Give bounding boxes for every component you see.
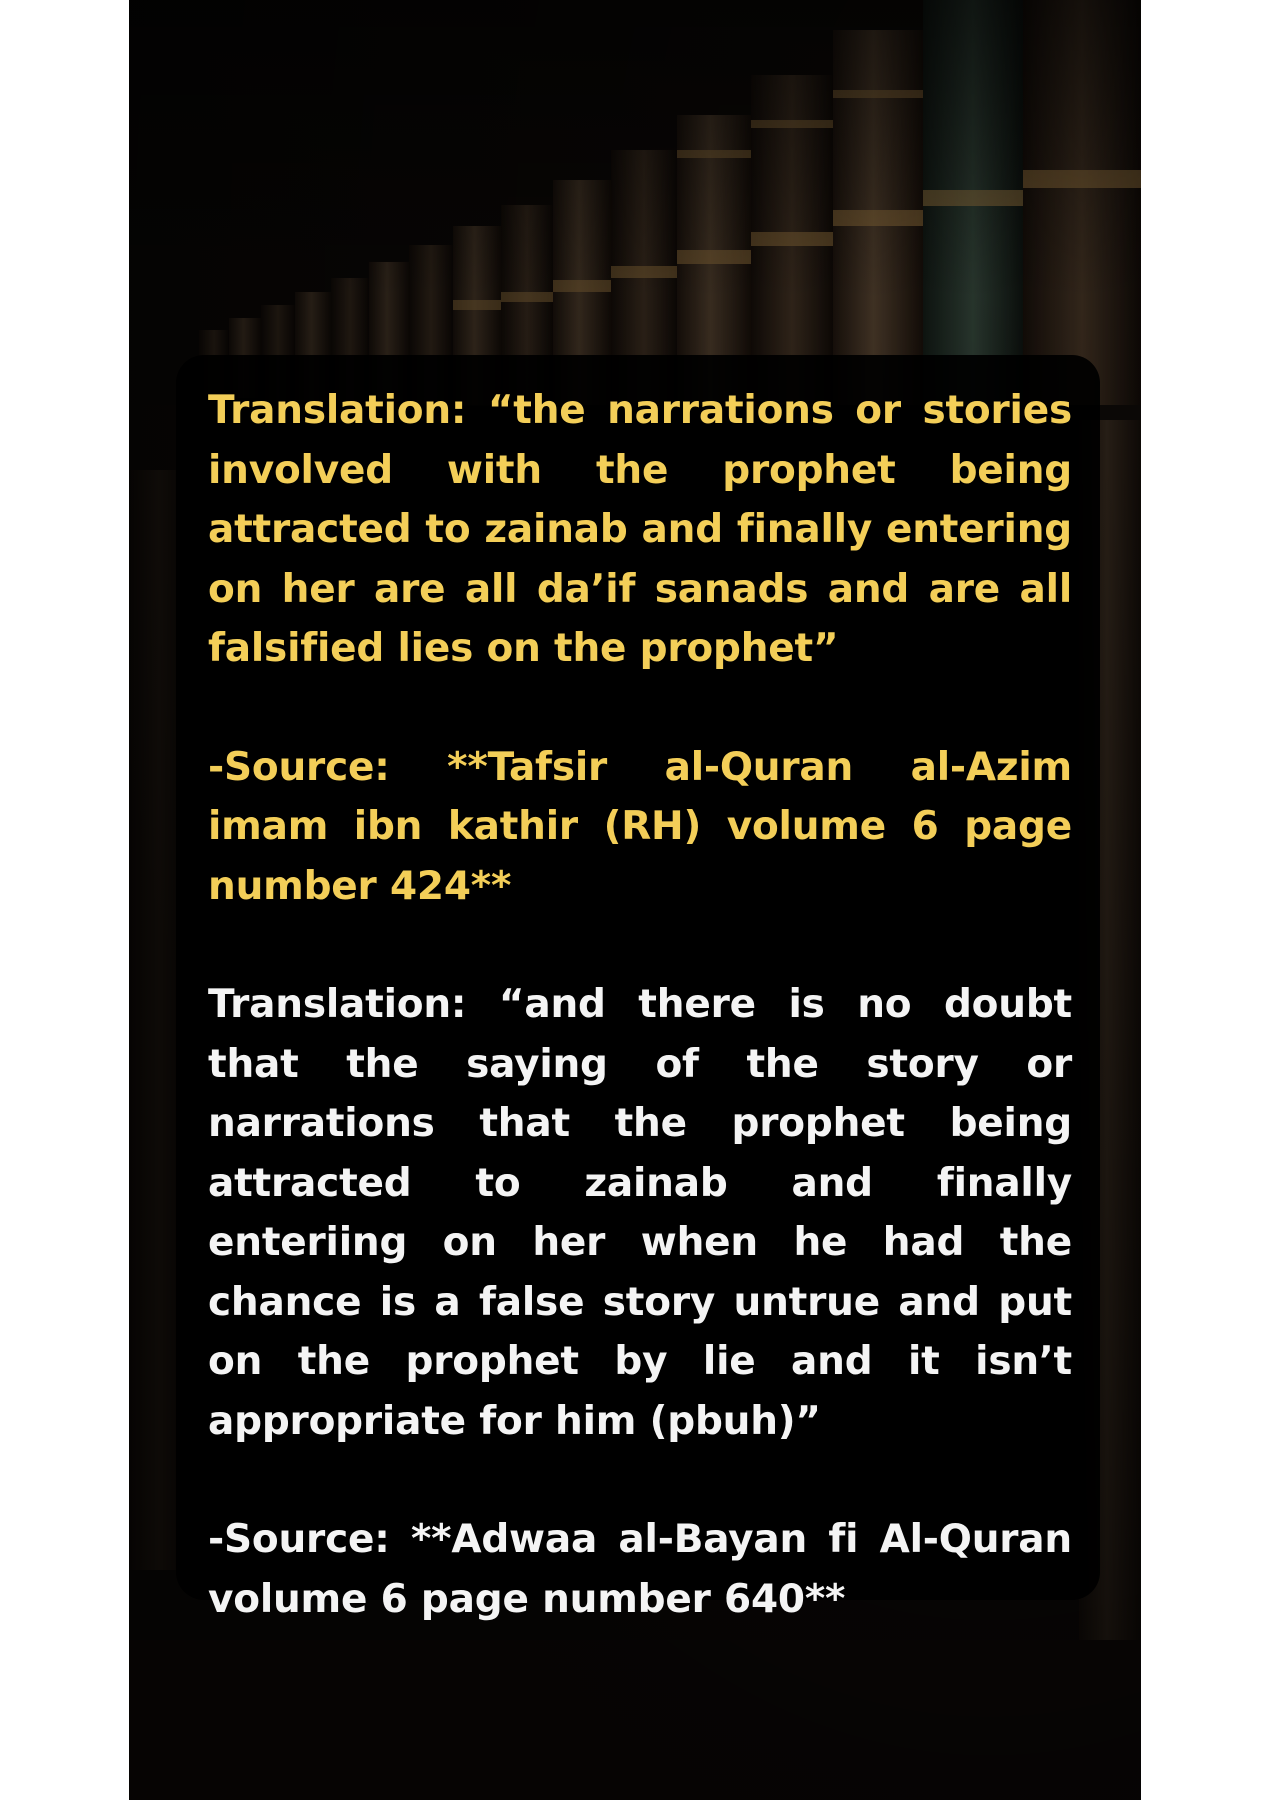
quote-2-source: -Source: **Adwaa al-Bayan fi Al-Quran volume 6 page number 640**: [208, 1517, 1072, 1622]
quote-card: [176, 355, 1100, 1622]
quote-1-translation: Translation: “the narrations or stories involved with the prophet being attracted to zainab and finally entering on her are all da’if sanads and are all falsified lies on the prophet”: [208, 388, 1072, 671]
paragraph-spacer: [208, 679, 1072, 738]
paragraph-spacer: [208, 1451, 1072, 1510]
quote-1-source: -Source: **Tafsir al-Quran al-Azim imam ibn kathir (RH) volume 6 page number 424**: [208, 744, 1072, 909]
quote-2-translation: Translation: “and there is no doubt that the saying of the story or narrations that the prophet being attracted to zainab and finally enteriing on her when he had the chance is a false story untrue and put on the prophet by lie and it isn’t appropriate for him (pbuh)”: [208, 982, 1072, 1444]
paragraph-spacer: [208, 916, 1072, 975]
